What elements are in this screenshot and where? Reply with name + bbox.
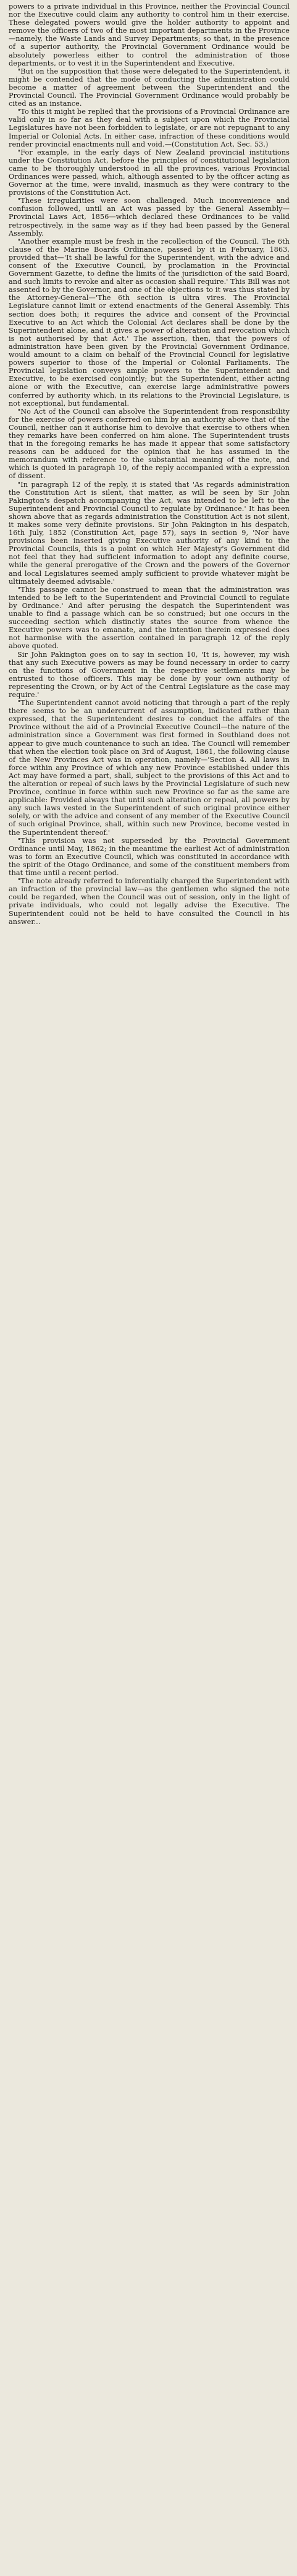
article-paragraph: "The note already referred to inferentially charged the Superintendent with an infraction of the provincial law—as the gentlemen who signed the note could be regarded, when the Council was out of session, only in the light of private individuals, who could not legally advise the Executive. The Superintendent could not be held to have consulted the Council in his answer... — [9, 877, 290, 926]
article-paragraph: "This provision was not superseded by the Provincial Government Ordinance until May, 1862; in the meantime the earliest Act of administration was to form an Executive Council, which was constituted in accordance with the spirit of the Otago Ordinance, and some of the constituent members from that time until a recent period. — [9, 836, 290, 878]
article-paragraph: "In paragraph 12 of the reply, it is stated that 'As regards administration the Constitution Act is silent, that matter, as will be seen by Sir John Pakington's despatch accompanying the Act, was intended to be left to the Superintendent and Provincial Council to regulate by Ordinance.' It has been shown above that as regards administration the Constitution Act is not silent, it makes some very definite provisions. Sir John Pakington in his despatch, 16th July, 1852 (Constitution Act, page 57), says in section 9, 'Nor have provisions been inserted giving Executive authority of any kind to the Provincial Councils, this is a point on which Her Majesty's Government did not feel that they had sufficient information to adopt any definite course, while the general prerogative of the Crown and the powers of the Governor and local Legislatures seemed amply sufficient to provide whatever might be ultimately deemed advisable.' — [9, 480, 290, 586]
article-paragraph: "Another example must be fresh in the recollection of the Council. The 6th clause of the Marine Boards Ordinance, passed by it in February, 1863, provided that—'It shall be lawful for the Superintendent, with the advice and consent of the Executive Council, by proclamation in the Provincial Government Gazette, to define the limits of the jurisdiction of the said Board, and such limits to revoke and alter as occasion shall require.' This Bill was not assented to by the Governor, and one of the objections to it was thus stated by the Attorney-General—'The 6th section is ultra vires. The Provincial Legislature cannot limit or extend enactments of the General Assembly. This section does both; it requires the advice and consent of the Provincial Executive to an Act which the Colonial Act declares shall be done by the Superintendent alone, and it gives a power of alteration and revocation which is not authorised by that Act.' The assertion, then, that the powers of administration have been given by the Provincial Government Ordinance, would amount to a claim on behalf of the Provincial Council for legislative powers superior to those of the Imperial or Colonial Parliaments. The Provincial legislation conveys ample powers to the Superintendent and Executive, to be exercised conjointly; but the Superintendent, either acting alone or with the Executive, can exercise large administrative powers conferred by authority which, in its relations to the Provincial Legislature, is not exceptional, but fundamental. — [9, 237, 290, 408]
article-paragraph: powers to a private individual in this Province, neither the Provincial Council nor the Executive could claim any authority to control him in their exercise. These delegated powers would give the holder authority to appoint and remove the officers of two of the most important departments in the Province—namely, the Waste Lands and Survey Departments; so that, in the presence of a superior authority, the Provincial Government Ordinance would be absolutely powerless either to control the administration of those departments, or to vest it in the Superintendent and Executive. — [9, 2, 290, 67]
article-paragraph: "The Superintendent cannot avoid noticing that through a part of the reply there seems to be an undercurrent of assumption, indicated rather than expressed, that the Superintendent desires to conduct the affairs of the Province without the aid of a Provincial Executive Council—the nature of the administration since a Government was first formed in Southland does not appear to give much countenance to such an idea. The Council will remember that when the election took place on 3rd of August, 1861, the following clause of the New Provinces Act was in operation, namely—'Section 4. All laws in force within any Province of which any new Province established under this Act may have formed a part, shall, subject to the provisions of this Act and to the alteration or repeal of such laws by the Provincial Legislature of such new Province, continue in force within such new Province so far as the same are applicable: Provided always that until such alteration or repeal, all powers by any such laws vested in the Superintendent of such original province either solely, or with the advice and consent of any member of the Executive Council of such original Province, shall, within such new Province, become vested in the Superintendent thereof.' — [9, 699, 290, 837]
article-paragraph: "These irregularities were soon challenged. Much inconvenience and confusion followed, until an Act was passed by the General Assembly—Provincial Laws Act, 1856—which declared these Ordinances to be valid retrospectively, in the same way as if they had been passed by the General Assembly. — [9, 197, 290, 237]
article-paragraph: Sir John Pakington goes on to say in section 10, 'It is, however, my wish that any such Executive powers as may be found necessary in order to carry on the functions of Government in the respective settlements may be entrusted to those officers. This may be done by your own authority of representing the Crown, or by Act of the Central Legislature as the case may require.' — [9, 650, 290, 699]
article-column — [9, 2, 290, 926]
article-paragraph: "For example, in the early days of New Zealand provincial institutions under the Constitution Act, before the principles of constitutional legislation came to be thoroughly understood in all the provinces, various Provincial Ordinances were passed, which, although assented to by the officer acting as Governor at the time, were invalid, inasmuch as they were contrary to the provisions of the Constitution Act. — [9, 148, 290, 197]
article-paragraph: "This passage cannot be construed to mean that the administration was intended to be left to the Superintendent and Provincial Council to regulate by Ordinance.' And after perusing the despatch the Superintendent was unable to find a passage which can be so construed; but one occurs in the succeeding section which distinctly states the source from whence the Executive powers was to emanate, and the intention therein expressed does not harmonise with the assertion contained in paragraph 12 of the reply above quoted. — [9, 585, 290, 651]
article-paragraph: "But on the supposition that those were delegated to the Superintendent, it might be contended that the mode of conducting the administration could become a matter of agreement between the Superintendent and the Provincial Council. The Provincial Government Ordinance would probably be cited as an instance. — [9, 67, 290, 108]
article-paragraph: "To this it might be replied that the provisions of a Provincial Ordinance are valid only in so far as they deal with a subject upon which the Provincial Legislatures have not been forbidden to legislate, or are not repugnant to any Imperial or Colonial Acts. In either case, infraction of these conditions would render provincial enactments null and void.—(Constitution Act, Sec. 53.) — [9, 108, 290, 148]
article-paragraph: "No Act of the Council can absolve the Superintendent from responsibility for the exercise of powers conferred on him by an authority above that of the Council, neither can it authorise him to devolve that exercise to others when they remarks have been conferred on him alone. The Superintendent trusts that in the foregoing remarks he has made it appear that some satisfactory reasons can be adduced for the opinion that he has assumed in the memorandum with reference to the substantial meaning of the note, and which is quoted in paragraph 10, of the reply accompanied with a expression of dissent. — [9, 407, 290, 481]
